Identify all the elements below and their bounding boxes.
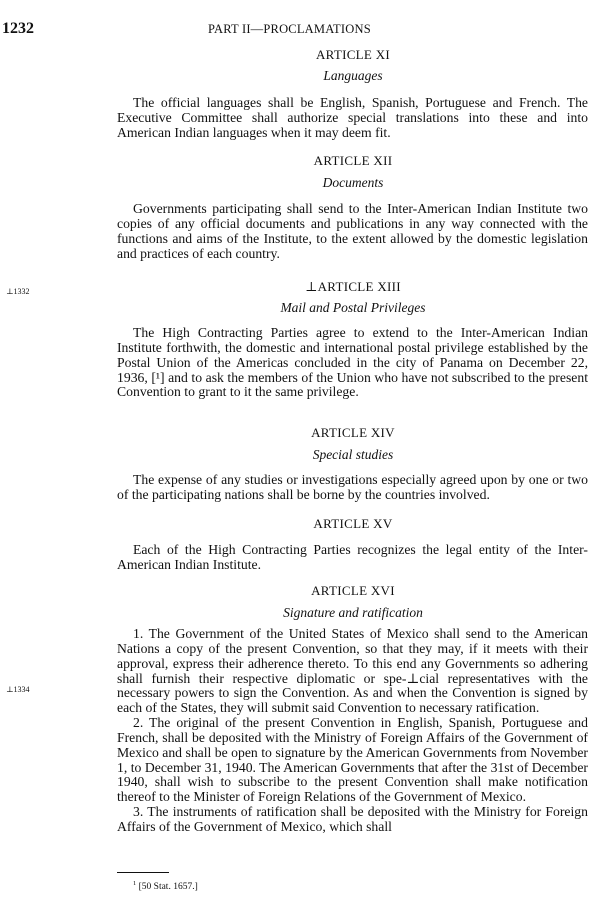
footnote-marker: 1 — [133, 880, 137, 887]
article-heading: ARTICLE XIV — [311, 425, 395, 440]
article-paragraph: 3. The instruments of ratification shall be deposited with the Ministry for Foreign Affairs of the Government of Mexico, which shall — [117, 804, 588, 834]
running-head: PART II—PROCLAMATIONS — [208, 22, 371, 36]
article-subheading: Signature and ratification — [283, 605, 423, 620]
article-paragraph: Governments participating shall send to the Inter-American Indian Institute two copies of any official documents and publications in any way connected with the functions and aims of the Institute, to the extent allowed by the domestic legislation and practices of each country. — [117, 201, 588, 261]
article-paragraph: The High Contracting Parties agree to extend to the Inter-American Indian Institute forthwith, the domestic and international postal privilege established by the Postal Union of the Americas concluded in the city of Panama on December 22, 1936, [¹] and to ask the members of the Union who have not subscribed to the present Convention to grant to it the same privilege. — [117, 325, 588, 400]
article-paragraph: The expense of any studies or investigations especially agreed upon by one or two of the participating nations shall be borne by the countries involved. — [117, 472, 588, 502]
article-heading: ARTICLE XI — [315, 47, 391, 62]
article-paragraphs — [117, 627, 588, 835]
page-number: 1232 — [2, 20, 34, 37]
article-subheading: Special studies — [312, 447, 394, 462]
article-heading: ARTICLE XV — [313, 516, 393, 531]
article-paragraph: Each of the High Contracting Parties recognizes the legal entity of the Inter-American Indian Institute. — [117, 542, 588, 572]
article-paragraph: The official languages shall be English, Spanish, Portuguese and French. The Executive Committee shall authorize special translations into these and into American Indian languages when it may deem fit. — [117, 95, 588, 140]
margin-note: ⊥1332 — [6, 287, 30, 296]
article-heading: ARTICLE XVI — [311, 583, 395, 598]
article-heading: ⊥ARTICLE XIII — [305, 279, 401, 294]
margin-note: ⊥1334 — [6, 685, 30, 694]
article-heading: ARTICLE XII — [313, 153, 393, 168]
article-subheading: Mail and Postal Privileges — [280, 300, 426, 315]
footnote — [133, 880, 198, 892]
article-subheading: Documents — [322, 175, 384, 190]
footnote-text: [50 Stat. 1657.] — [138, 882, 198, 893]
article-subheading: Languages — [323, 68, 383, 83]
article-paragraph: 2. The original of the present Convention in English, Spanish, Portuguese and French, shall be deposited with the Ministry of Foreign Affairs of the Government of Mexico and shall be open to signature by the American Governments from November 1, to December 31, 1940. The American Governments that after the 31st of December 1940, shall wish to subscribe to the present Convention shall make notification thereof to the Minister of Foreign Relations of the Government of Mexico. — [117, 715, 588, 805]
footnote-rule — [117, 872, 169, 873]
article-paragraph: 1. The Government of the United States of Mexico shall send to the American Nations a copy of the present Convention, so that they may, if it meets with their approval, express their adherence thereto. To this end any Governments so adhering shall furnish their respective diplomatic or spe-⊥cial representatives with the necessary powers to sign the Convention. As and when the Convention is signed by each of the States, they will submit said Convention to necessary ratification. — [117, 626, 588, 716]
